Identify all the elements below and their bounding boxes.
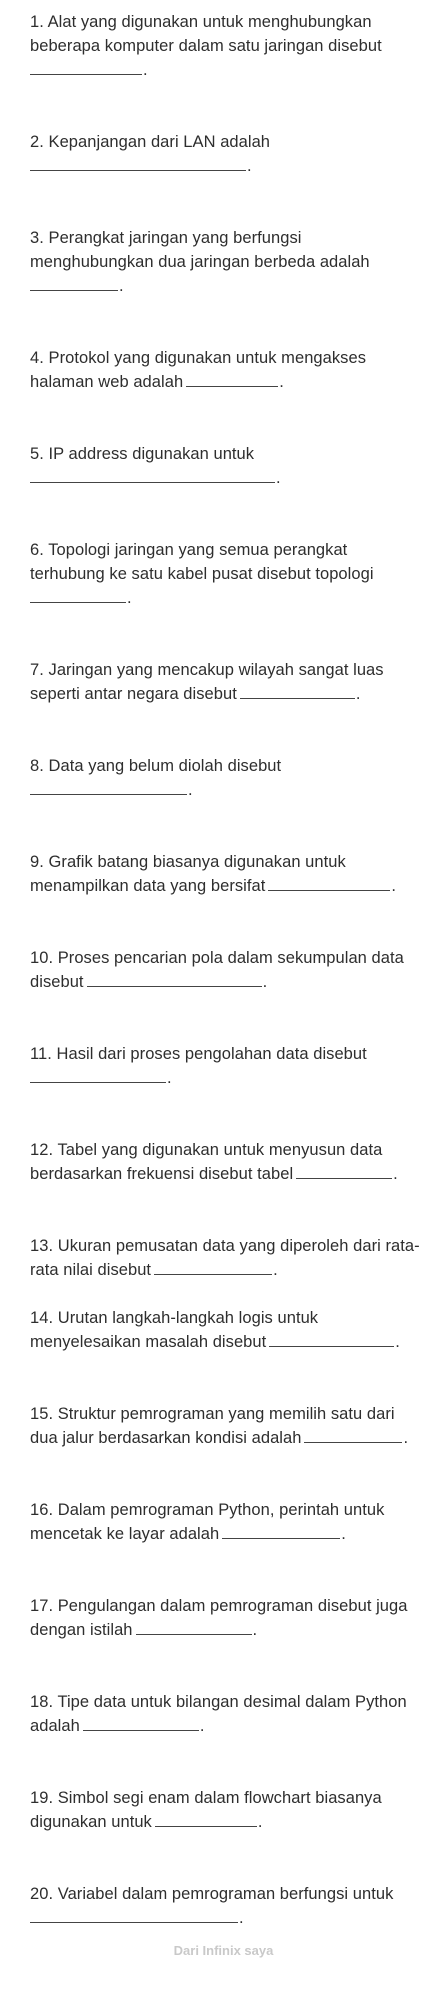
question-12 (30, 1138, 425, 1186)
answer-blank (30, 587, 126, 603)
question-text: Dalam pemrograman Python, perintah untuk mencetak ke layar adalah (30, 1501, 385, 1543)
answer-blank (30, 59, 142, 75)
question-text: Hasil dari proses pengolahan data disebut (56, 1045, 367, 1063)
question-text: Data yang belum diolah disebut (48, 757, 282, 775)
answer-blank (268, 875, 390, 891)
answer-blank (186, 371, 278, 387)
question-number: 9. (30, 853, 44, 871)
question-end: . (127, 589, 132, 607)
question-number: 6. (30, 541, 44, 559)
question-end: . (279, 373, 284, 391)
question-14 (30, 1306, 425, 1354)
answer-blank (222, 1523, 340, 1539)
question-text: IP address digunakan untuk (48, 445, 255, 463)
question-number: 18. (30, 1693, 54, 1711)
question-number: 16. (30, 1501, 54, 1519)
question-1 (30, 10, 425, 82)
question-text: Pengulangan dalam pemrograman disebut juga dengan istilah (30, 1597, 408, 1639)
question-end: . (341, 1525, 346, 1543)
question-number: 2. (30, 133, 44, 151)
question-9 (30, 850, 425, 898)
question-4 (30, 346, 425, 394)
question-11 (30, 1042, 425, 1090)
question-18 (30, 1690, 425, 1738)
question-text: Kepanjangan dari LAN adalah (48, 133, 271, 151)
question-number: 20. (30, 1885, 54, 1903)
question-17 (30, 1594, 425, 1642)
question-2 (30, 130, 425, 178)
question-end: . (167, 1069, 172, 1087)
question-5 (30, 442, 425, 490)
answer-blank (83, 1715, 199, 1731)
question-text: Struktur pemrograman yang memilih satu dari dua jalur berdasarkan kondisi adalah (30, 1405, 395, 1447)
question-text: Grafik batang biasanya digunakan untuk menampilkan data yang bersifat (30, 853, 346, 895)
question-19 (30, 1786, 425, 1834)
answer-blank (304, 1427, 402, 1443)
question-end: . (395, 1333, 400, 1351)
question-end: . (391, 877, 397, 895)
answer-blank (30, 275, 118, 291)
question-number: 5. (30, 445, 44, 463)
question-end: . (188, 781, 193, 799)
question-text: Topologi jaringan yang semua perangkat terhubung ke satu kabel pusat disebut topologi (30, 541, 374, 583)
question-end: . (119, 277, 124, 295)
question-text: Protokol yang digunakan untuk mengakses halaman web adalah (30, 349, 367, 391)
question-13 (30, 1234, 425, 1282)
answer-blank (30, 1907, 238, 1923)
question-number: 7. (30, 661, 44, 679)
footer-signature: Dari Infinix saya (173, 1943, 274, 1958)
answer-blank (30, 779, 187, 795)
question-number: 4. (30, 349, 44, 367)
question-end: . (403, 1429, 409, 1447)
question-end: . (239, 1909, 244, 1927)
answer-blank (30, 155, 246, 171)
question-7 (30, 658, 425, 706)
question-number: 10. (30, 949, 54, 967)
question-text: Perangkat jaringan yang berfungsi menghubungkan dua jaringan berbeda adalah (30, 229, 370, 271)
question-text: Ukuran pemusatan data yang diperoleh dari rata-rata nilai disebut (30, 1237, 420, 1279)
question-text: Tipe data untuk bilangan desimal dalam Python adalah (30, 1693, 407, 1735)
question-number: 11. (30, 1045, 52, 1063)
question-end: . (143, 61, 148, 79)
question-end: . (393, 1165, 398, 1183)
question-text: Alat yang digunakan untuk menghubungkan beberapa komputer dalam satu jaringan disebut (30, 13, 382, 55)
answer-blank (155, 1811, 257, 1827)
answer-blank (296, 1163, 392, 1179)
question-end: . (199, 1717, 205, 1735)
question-text: Jaringan yang mencakup wilayah sangat luas seperti antar negara disebut (30, 661, 384, 703)
question-number: 3. (30, 229, 44, 247)
question-end: . (247, 157, 252, 175)
question-end: . (273, 1261, 278, 1279)
question-6 (30, 538, 425, 610)
answer-blank (240, 683, 355, 699)
question-16 (30, 1498, 425, 1546)
question-3 (30, 226, 425, 298)
question-text: Urutan langkah-langkah logis untuk menyelesaikan masalah disebut (30, 1309, 319, 1351)
question-end: . (252, 1621, 258, 1639)
question-text: Tabel yang digunakan untuk menyusun data berdasarkan frekuensi disebut tabel (30, 1141, 383, 1183)
question-end: . (257, 1813, 263, 1831)
question-10 (30, 946, 425, 994)
question-15 (30, 1402, 425, 1450)
question-text: Proses pencarian pola dalam sekumpulan data disebut (30, 949, 404, 991)
answer-blank (30, 1067, 166, 1083)
answer-blank (154, 1259, 272, 1275)
question-number: 13. (30, 1237, 54, 1255)
question-number: 15. (30, 1405, 54, 1423)
question-text: Simbol segi enam dalam flowchart biasanya digunakan untuk (30, 1789, 382, 1831)
question-number: 1. (30, 13, 44, 31)
answer-blank (30, 467, 275, 483)
question-end: . (355, 685, 361, 703)
answer-blank (136, 1619, 252, 1635)
question-20 (30, 1882, 425, 1930)
question-number: 12. (30, 1141, 54, 1159)
question-8 (30, 754, 425, 802)
question-number: 19. (30, 1789, 54, 1807)
answer-blank (87, 971, 262, 987)
question-end: . (262, 973, 268, 991)
answer-blank (269, 1331, 394, 1347)
question-number: 17. (30, 1597, 54, 1615)
question-number: 14. (30, 1309, 54, 1327)
question-text: Variabel dalam pemrograman berfungsi untuk (57, 1885, 394, 1903)
question-end: . (276, 469, 281, 487)
question-number: 8. (30, 757, 44, 775)
